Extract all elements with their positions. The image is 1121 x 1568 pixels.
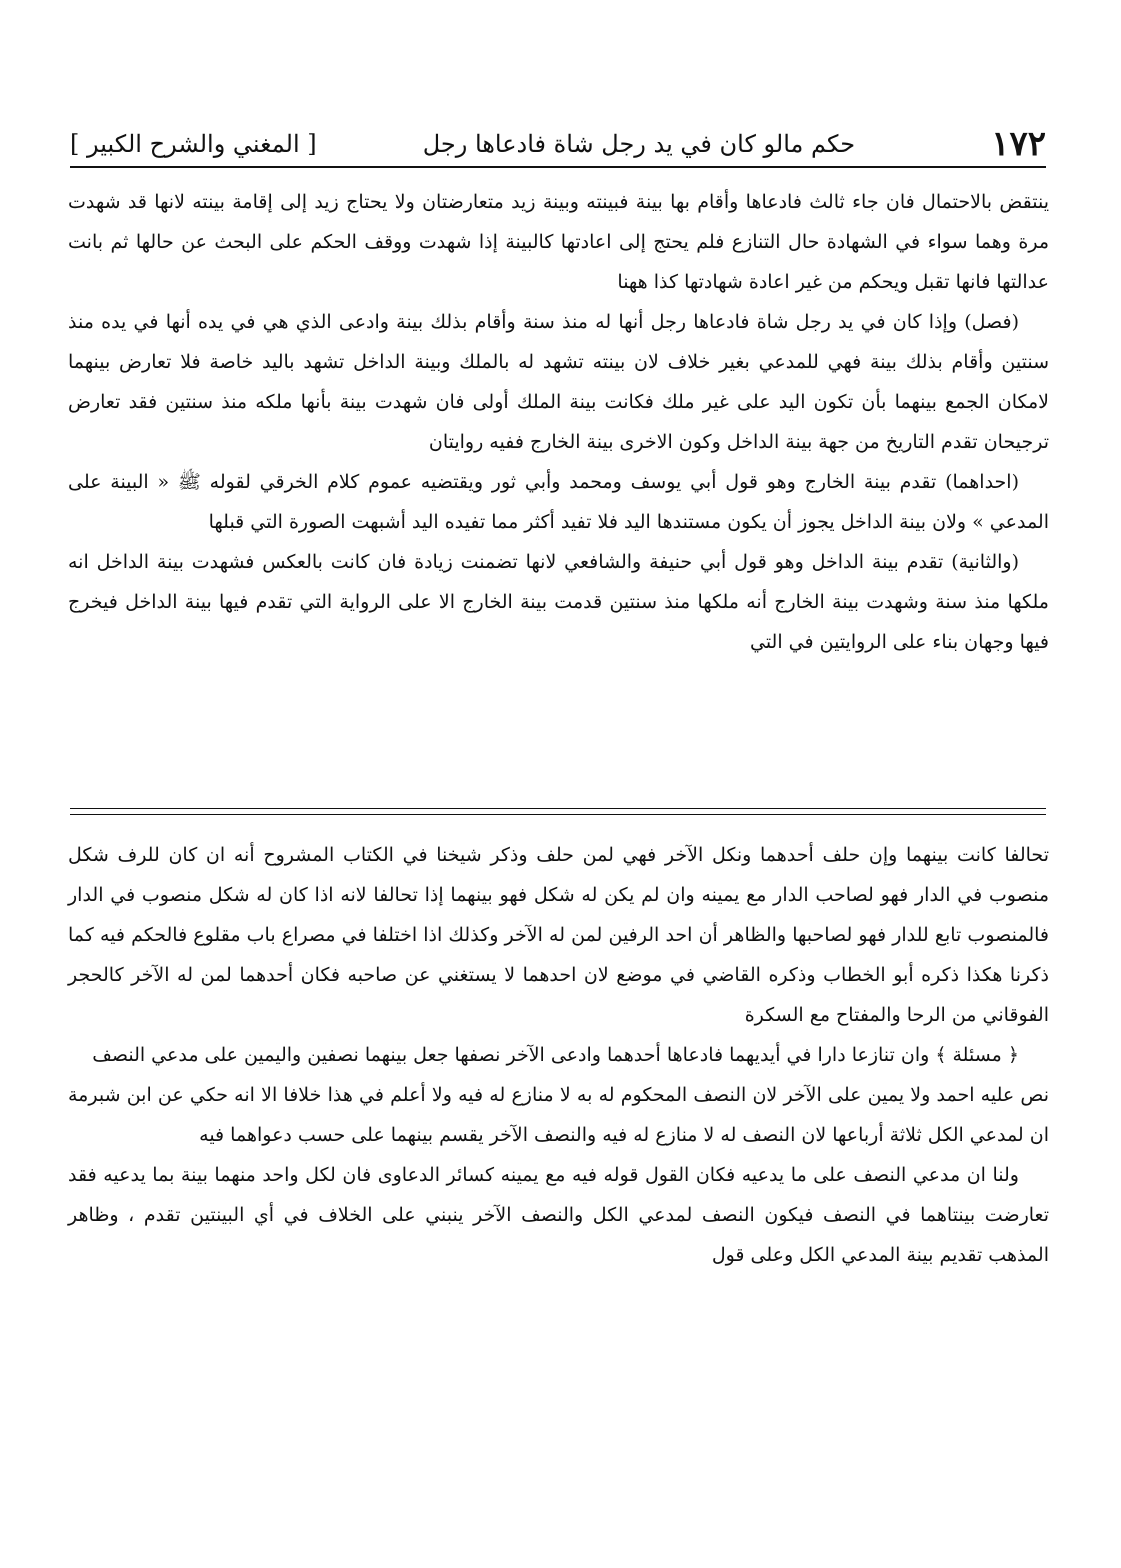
paragraph: (فصل) وإذا كان في يد رجل شاة فادعاها رجل أنها له منذ سنة وأقام بذلك بينة وادعى الذي هي في يده أنها في يده منذ سنتين وأقام بذلك بينة فهي للمدعي بغير خلاف لان بينته تشهد له بالملك وبينة الداخل تشهد باليد خاصة فلا تعارض بينهما لامكان الجمع بينهما بأن تكون اليد على غير ملك فكانت بينة الملك أولى فان شهدت بينة بأنها ملكه منذ سنتين فقد تعارض ترجيحان تقدم التاريخ من جهة بينة الداخل وكون الاخرى بينة الخارج ففيه روايتان bbox=[68, 311, 1049, 453]
page-number: ١٧٢ bbox=[991, 124, 1046, 164]
paragraph: ولنا ان مدعي النصف على ما يدعيه فكان القول قوله فيه مع يمينه كسائر الدعاوى فان لكل واحد منهما بينة بما يدعيه فقد تعارضت بينتاهما في النصف فيكون النصف لمدعي الكل والنصف الآخر ينبني على الخلاف في أي البينتين تقدم ، وظاهر المذهب تقديم بينة المدعي الكل وعلى قول bbox=[68, 1164, 1049, 1266]
running-title: حكم مالو كان في يد رجل شاة فادعاها رجل bbox=[422, 130, 856, 158]
section-divider-double bbox=[70, 814, 1046, 815]
page-header bbox=[70, 122, 1046, 168]
paragraph: ﴿ مسئلة ﴾ وان تنازعا دارا في أيديهما فادعاها أحدهما وادعى الآخر نصفها جعل بينهما نصفين واليمين على مدعي النصف bbox=[92, 1044, 1019, 1066]
paragraph: ينتقض بالاحتمال فان جاء ثالث فادعاها وأقام بها بينة فبينته وبينة زيد متعارضتان ولا يحتاج زيد إلى إقامة بينته لانها قد شهدت مرة وهما سواء في الشهادة حال التنازع فلم يحتج إلى اعادتها كالبينة إذا شهدت ووقف الحكم على البحث عن حالها ثم بانت عدالتها فانها تقبل ويحكم من غير اعادة شهادتها كذا ههنا bbox=[68, 191, 1049, 293]
upper-text bbox=[68, 182, 1049, 662]
paragraph: (والثانية) تقدم بينة الداخل وهو قول أبي حنيفة والشافعي لانها تضمنت زيادة فان كانت بالعكس فشهدت بينة الداخل انه ملكها منذ سنة وشهدت بينة الخارج أنه ملكها منذ سنتين قدمت بينة الخارج الا على الرواية التي تقدم فيها بينة الداخل فيخرج فيها وجهان بناء على الروايتين في التي bbox=[68, 551, 1049, 653]
paragraph: نص عليه احمد ولا يمين على الآخر لان النصف المحكوم له به لا منازع له فيه ولا أعلم في هذا خلافا الا انه حكي عن ابن شبرمة ان لمدعي الكل ثلاثة أرباعها لان النصف له لا منازع له فيه والنصف الآخر يقسم بينهما على حسب دعواهما فيه bbox=[68, 1084, 1049, 1146]
lower-text bbox=[68, 835, 1049, 1275]
book-title: [ المغني والشرح الكبير ] bbox=[70, 130, 317, 158]
section-divider bbox=[70, 808, 1046, 809]
paragraph: (احداهما) تقدم بينة الخارج وهو قول أبي يوسف ومحمد وأبي ثور ويقتضيه عموم كلام الخرقي لقوله ﷺ « البينة على المدعي » ولان بينة الداخل يجوز أن يكون مستندها اليد فلا تفيد أكثر مما تفيده اليد أشبهت الصورة التي قبلها bbox=[68, 471, 1049, 533]
paragraph: تحالفا كانت بينهما وإن حلف أحدهما ونكل الآخر فهي لمن حلف وذكر شيخنا في الكتاب المشروح أنه ان كان للرف شكل منصوب في الدار فهو لصاحب الدار مع يمينه وان لم يكن له شكل فهو بينهما إذا تحالفا لانه اذا كان له شكل منصوب في الدار فالمنصوب تابع للدار فهو لصاحبها والظاهر أن احد الرفين لمن له الآخر وكذلك اذا اختلفا في مصراع باب مقلوع فالحكم فيه كما ذكرنا هكذا ذكره أبو الخطاب وذكره القاضي في موضع لان احدهما لا يستغني عن صاحبه فكان أحدهما لمن له الآخر كالحجر الفوقاني من الرحا والمفتاح مع السكرة bbox=[68, 844, 1049, 1026]
